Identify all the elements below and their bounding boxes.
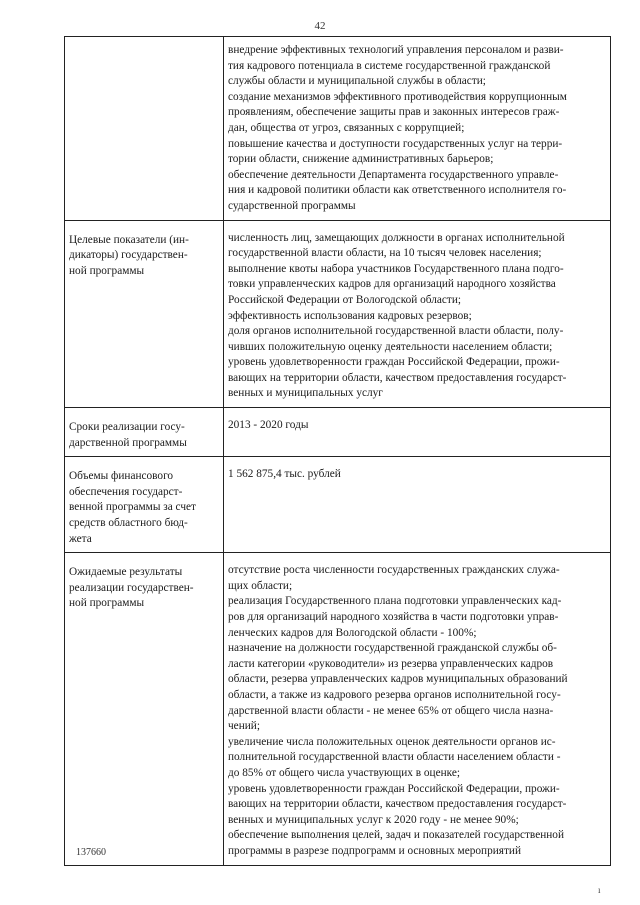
value-line: службы области и муниципальной службы в области; <box>228 75 486 88</box>
document-id: 137660 <box>76 847 106 858</box>
value-line: тории области, снижение административных барьеров; <box>228 153 494 166</box>
row-implementation-period <box>65 408 611 457</box>
row-financing-volume <box>65 457 611 553</box>
value-line: полнительной государственной власти области населением области - <box>228 751 561 764</box>
value-line: дан, общества от угроз, связанных с коррупцией; <box>228 121 465 134</box>
row-value <box>224 457 611 553</box>
row-expected-results <box>65 553 611 865</box>
value-line: повышение качества и доступности государственных услуг на терри- <box>228 137 563 150</box>
row-value <box>224 220 611 408</box>
row-label: Целевые показатели (ин- дикаторы) государствен- ной программы <box>65 220 224 408</box>
page-number: 42 <box>314 20 326 32</box>
value-line: программы в разрезе подпрограмм и основных мероприятий <box>228 844 521 857</box>
value-line: Российской Федерации от Вологодской области; <box>228 293 462 306</box>
value-line: ров для организаций народного хозяйства в части подготовки управ- <box>228 611 559 623</box>
value-line: отсутствие роста численности государственных гражданских служа- <box>228 564 560 577</box>
value-line: сударственной программы <box>228 199 356 212</box>
row-label: Объемы финансового обеспечения государст- венной программы за счет средств областного бюд- жета <box>65 457 224 553</box>
value-line: вающих на территории области, качеством предоставления государст- <box>228 798 567 811</box>
value-line: выполнение квоты набора участников Государственного плана подго- <box>228 262 564 275</box>
value-line: назначение на должности государственной гражданской службы об- <box>228 642 557 655</box>
value-line: 2013 - 2020 годы <box>228 419 309 432</box>
value-line: до 85% от общего числа участвующих в оценке; <box>228 766 460 779</box>
value-line: венных и муниципальных услуг к 2020 году - не менее 90%; <box>228 813 519 826</box>
value-line: внедрение эффективных технологий управления персоналом и разви- <box>228 44 564 56</box>
value-line: проявлениям, обеспечение защиты прав и законных интересов граж- <box>228 106 560 119</box>
value-line: ласти категории «руководители» из резерва управленческих кадров <box>228 657 554 670</box>
value-line: венных и муниципальных услуг <box>228 387 383 400</box>
value-line: 1 562 875,4 тыс. рублей <box>228 468 341 481</box>
row-value <box>224 37 611 221</box>
row-label: Ожидаемые результаты реализации государствен- ной программы <box>65 553 224 865</box>
row-value <box>224 408 611 457</box>
value-line: тия кадрового потенциала в системе государственной гражданской <box>228 59 551 72</box>
row-value <box>224 553 611 865</box>
corner-mark: ı <box>598 885 601 895</box>
value-line: области, а также из кадрового резерва органов исполнительной госу- <box>228 688 561 701</box>
row-program-tasks <box>65 37 611 221</box>
value-line: увеличение числа положительных оценок деятельности органов ис- <box>228 735 556 748</box>
value-line: чений; <box>228 720 260 733</box>
value-line: эффективность использования кадровых резервов; <box>228 309 472 322</box>
value-line: вающих на территории области, качеством предоставления государст- <box>228 371 567 384</box>
row-label <box>65 37 224 221</box>
value-line: обеспечение деятельности Департамента государственного управле- <box>228 168 559 181</box>
value-line: численность лиц, замещающих должности в органах исполнительной <box>228 231 565 244</box>
value-line: чивших положительную оценку деятельности населением области; <box>228 340 553 353</box>
value-line: уровень удовлетворенности граждан Российской Федерации, прожи- <box>228 782 560 795</box>
row-label: Сроки реализации госу- дарственной программы <box>65 408 224 457</box>
value-line: обеспечение выполнения целей, задач и показателей государственной <box>228 829 564 842</box>
value-line: товки управленческих кадров для организаций народного хозяйства <box>228 278 556 291</box>
value-line: ния и кадровой политики области как ответственного исполнителя го- <box>228 184 567 197</box>
value-line: доля органов исполнительной государственной власти области, полу- <box>228 325 564 338</box>
value-line: области, резерва управленческих кадров муниципальных образований <box>228 673 568 686</box>
value-line: дарственной власти области - не менее 65% от общего числа назна- <box>228 704 554 717</box>
value-line: ленческих кадров для Вологодской области - 100%; <box>228 626 477 639</box>
value-line: государственной власти области, на 10 тысяч человек населения; <box>228 247 542 260</box>
value-line: реализация Государственного плана подготовки управленческих кад- <box>228 595 562 608</box>
value-line: создание механизмов эффективного противодействия коррупционным <box>228 90 567 103</box>
value-line: уровень удовлетворенности граждан Российской Федерации, прожи- <box>228 356 560 369</box>
program-passport-table <box>64 36 611 866</box>
row-target-indicators <box>65 220 611 408</box>
value-line: щих области; <box>228 579 293 592</box>
